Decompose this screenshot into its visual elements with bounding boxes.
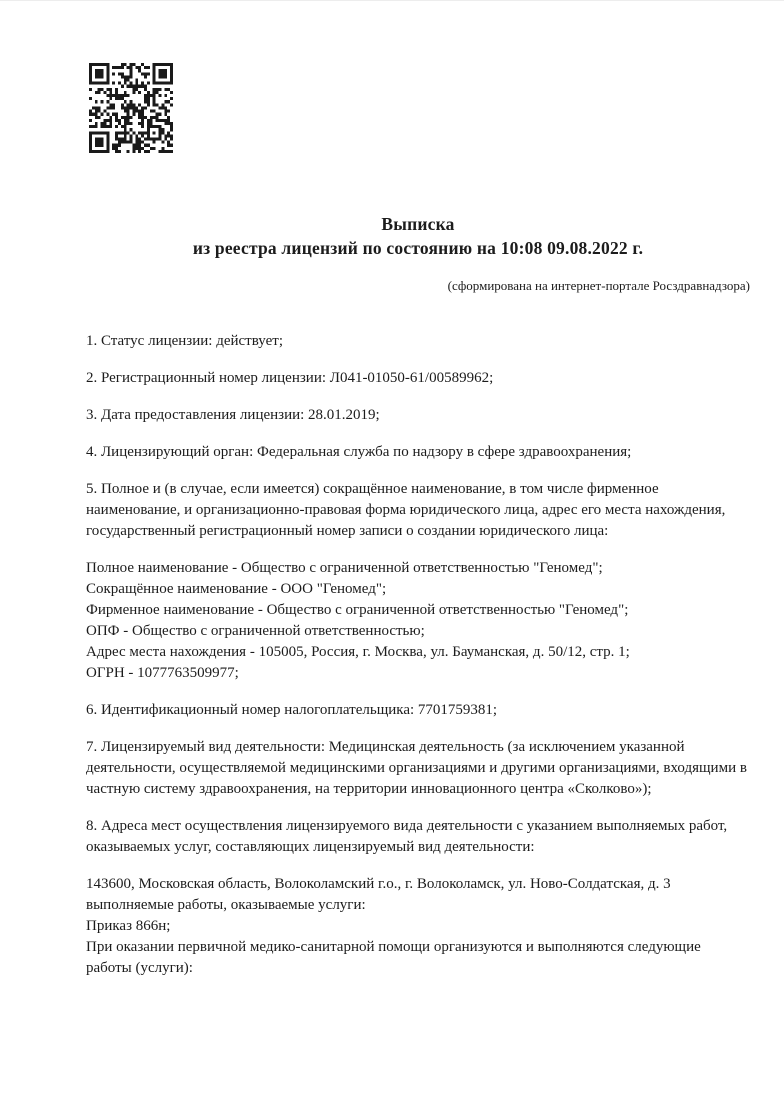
activity-addresses-heading: 8. Адреса мест осуществления лицензируемого вида деятельности с указанием выполняемых работ, оказываемых услуг, составляющих лицензируемый вид деятельности: — [86, 818, 728, 855]
org-info-heading: 5. Полное и (в случае, если имеется) сокращённое наименование, в том числе фирменное наименование, и организационно-правовая форма юридического лица, адрес его места нахождения, государственный регистрационный номер записи о создании юридического лица: — [86, 481, 726, 539]
license-reg-number: 2. Регистрационный номер лицензии: Л041-01050-61/00589962; — [86, 370, 494, 386]
formation-note: (сформирована на интернет-портале Росздравнадзора) — [447, 278, 750, 293]
order-866n: Приказ 866н; — [86, 918, 171, 934]
activity-address-block — [86, 874, 750, 979]
licensing-authority: 4. Лицензирующий орган: Федеральная служба по надзору в сфере здравоохранения; — [86, 444, 632, 460]
works-services-label: выполняемые работы, оказываемые услуги: — [86, 897, 366, 913]
title-line-1: Выписка — [381, 214, 455, 234]
taxpayer-inn: 6. Идентификационный номер налогоплательщика: 7701759381; — [86, 702, 498, 718]
document-title — [86, 212, 750, 260]
primary-care-works: При оказании первичной медико-санитарной помощи организуются и выполняются следующие работы (услуги): — [86, 939, 701, 976]
activity-address: 143600, Московская область, Волоколамский г.о., г. Волоколамск, ул. Ново-Солдатская, д. 3 — [86, 876, 671, 892]
title-line-2: из реестра лицензий по состоянию на 10:08 09.08.2022 г. — [192, 238, 644, 258]
org-full-name: Полное наименование - Общество с ограниченной ответственностью "Геномед"; — [86, 560, 603, 576]
org-brand-name: Фирменное наименование - Общество с ограниченной ответственностью "Геномед"; — [86, 602, 629, 618]
org-short-name: Сокращённое наименование - ООО "Геномед"; — [86, 581, 387, 597]
org-ogrn: ОГРН - 1077763509977; — [86, 665, 239, 681]
org-details-block — [86, 558, 750, 684]
licensed-activity: 7. Лицензируемый вид деятельности: Медицинская деятельность (за исключением указанной деятельности, осуществляемой медицинскими организациями и другими организациями, входящими в частную систему здравоохранения, на территории инновационного центра «Сколково»); — [86, 739, 747, 797]
org-legal-form: ОПФ - Общество с ограниченной ответственностью; — [86, 623, 425, 639]
org-address: Адрес места нахождения - 105005, Россия, г. Москва, ул. Бауманская, д. 50/12, стр. 1; — [86, 644, 630, 660]
qr-code-icon — [89, 63, 173, 153]
license-status: 1. Статус лицензии: действует; — [86, 333, 283, 349]
license-grant-date: 3. Дата предоставления лицензии: 28.01.2019; — [86, 407, 380, 423]
document-body — [86, 331, 750, 979]
